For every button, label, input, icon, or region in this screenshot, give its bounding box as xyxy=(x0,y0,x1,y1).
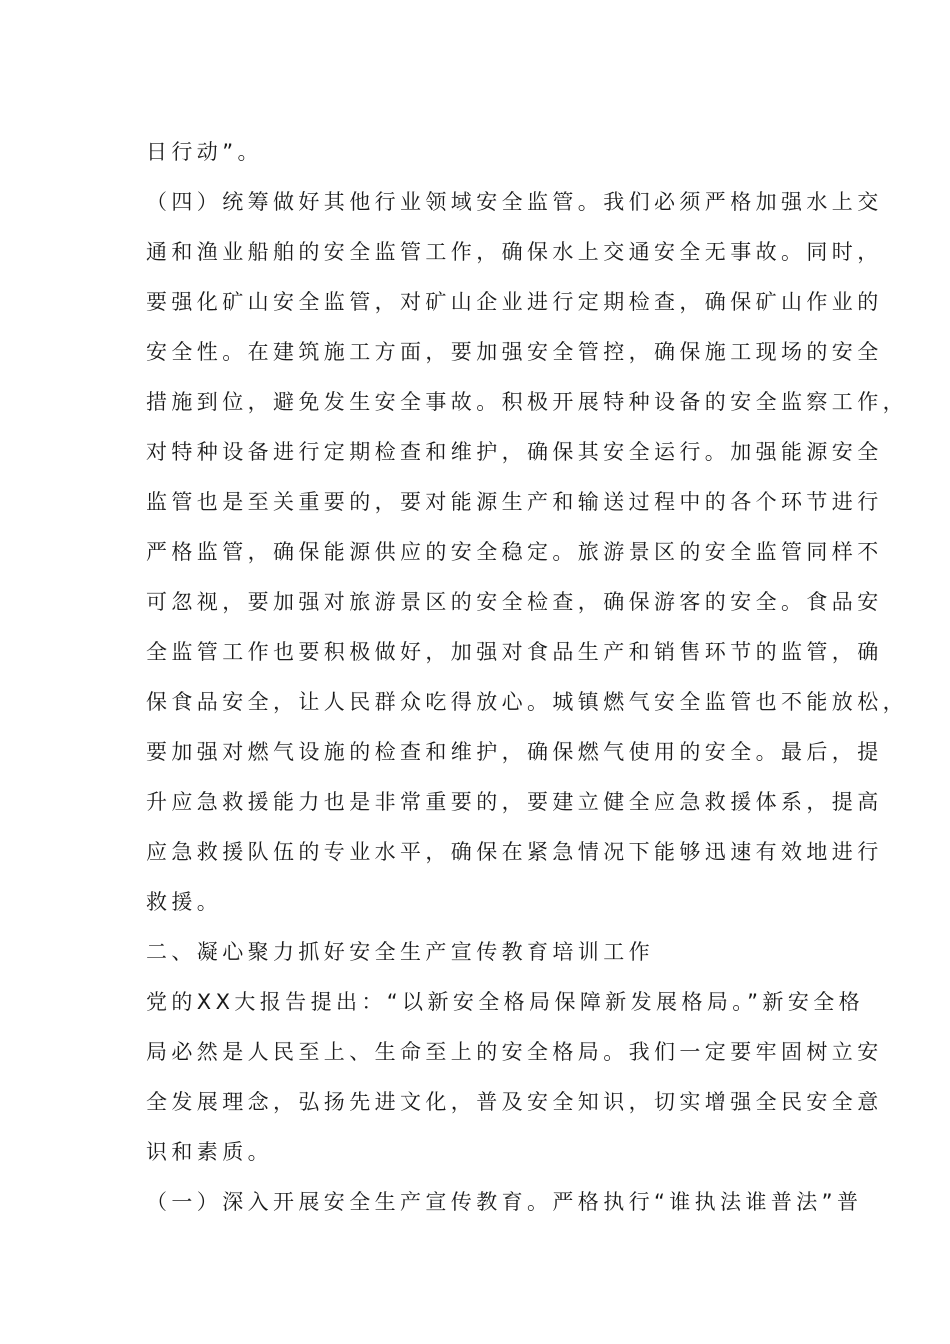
text-line: 日行动”。 xyxy=(146,140,263,164)
section-heading-2: 二、凝心聚力抓好安全生产宣传教育培训工作 xyxy=(146,940,654,964)
text-line: 识和素质。 xyxy=(146,1140,273,1164)
text-line: 措施到位，避免发生安全事故。积极开展特种设备的安全监察工作， xyxy=(146,390,908,414)
text-line: 对特种设备进行定期检查和维护，确保其安全运行。加强能源安全 xyxy=(146,440,883,464)
text-line: 通和渔业船舶的安全监管工作，确保水上交通安全无事故。同时， xyxy=(146,240,883,264)
text-line: 保食品安全，让人民群众吃得放心。城镇燃气安全监管也不能放松， xyxy=(146,690,908,714)
text-line: 可忽视，要加强对旅游景区的安全检查，确保游客的安全。食品安 xyxy=(146,590,883,614)
text-line: 全发展理念，弘扬先进文化，普及安全知识，切实增强全民安全意 xyxy=(146,1090,883,1114)
text-line: 严格监管，确保能源供应的安全稳定。旅游景区的安全监管同样不 xyxy=(146,540,883,564)
text-line: 局必然是人民至上、生命至上的安全格局。我们一定要牢固树立安 xyxy=(146,1040,883,1064)
text-line: 升应急救援能力也是非常重要的，要建立健全应急救援体系，提高 xyxy=(146,790,883,814)
text-line: 应急救援队伍的专业水平，确保在紧急情况下能够迅速有效地进行 xyxy=(146,840,883,864)
text-line: 安全性。在建筑施工方面，要加强安全管控，确保施工现场的安全 xyxy=(146,340,883,364)
text-line: 救援。 xyxy=(146,890,223,914)
text-line: 党的XX大报告提出：“以新安全格局保障新发展格局。”新安全格 xyxy=(146,990,865,1014)
text-line: 要强化矿山安全监管，对矿山企业进行定期检查，确保矿山作业的 xyxy=(146,290,883,314)
text-line: 监管也是至关重要的，要对能源生产和输送过程中的各个环节进行 xyxy=(146,490,883,514)
text-line: 全监管工作也要积极做好，加强对食品生产和销售环节的监管，确 xyxy=(146,640,883,664)
text-line: 要加强对燃气设施的检查和维护，确保燃气使用的安全。最后，提 xyxy=(146,740,883,764)
section-heading-4: （四）统筹做好其他行业领域安全监管。我们必须严格加强水上交 xyxy=(146,190,883,214)
section-heading-1: （一）深入开展安全生产宣传教育。严格执行“谁执法谁普法”普 xyxy=(146,1190,863,1214)
